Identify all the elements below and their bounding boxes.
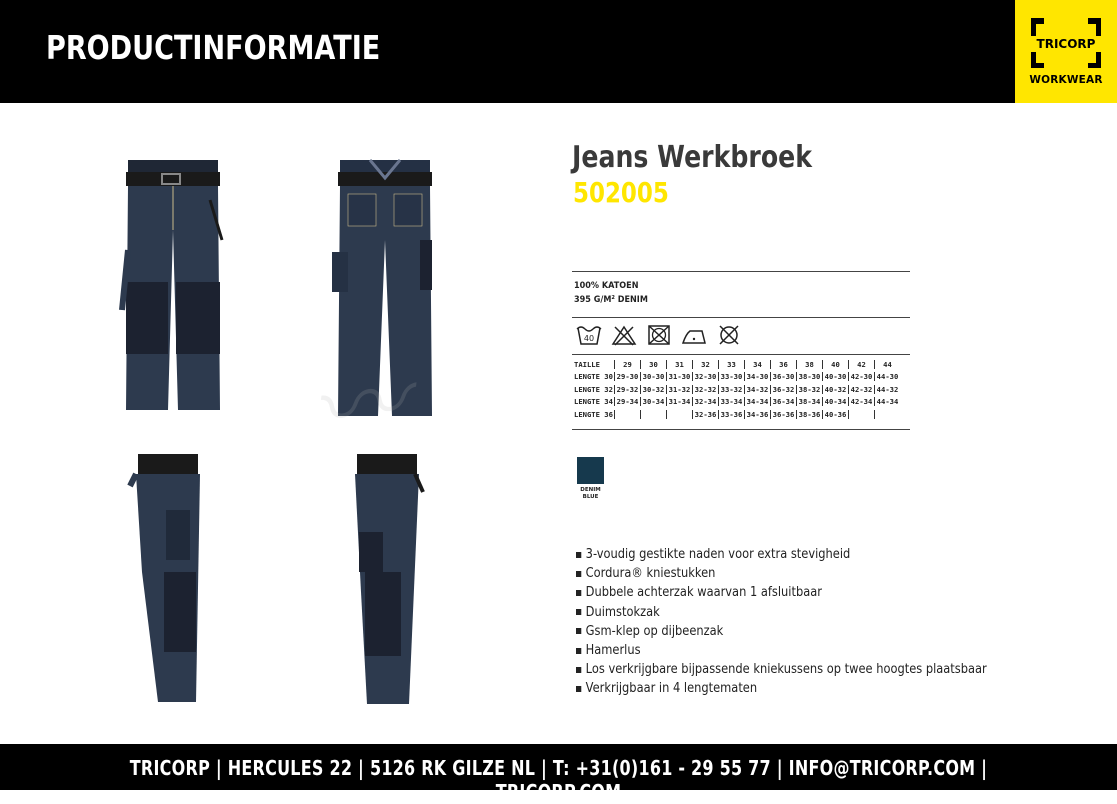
size-cell: 33-30	[718, 372, 744, 381]
list-item: Duimstokzak	[576, 603, 987, 622]
bullet-icon	[576, 648, 581, 654]
size-header-cell: 33	[718, 360, 744, 369]
product-name: Jeans Werkbroek	[572, 140, 812, 175]
list-item: 3-voudig gestikte naden voor extra stevigheid	[576, 545, 987, 564]
size-cell: 33-32	[718, 385, 744, 394]
no-dry-clean-icon	[716, 324, 742, 346]
product-image-back	[330, 160, 440, 418]
size-cell: 44-30	[874, 372, 900, 381]
footer-bar	[0, 744, 1117, 804]
size-header-cell: 34	[744, 360, 770, 369]
no-bleach-icon	[611, 324, 637, 346]
no-tumble-dry-icon	[646, 324, 672, 346]
wash-40-icon	[576, 324, 602, 346]
care-instructions	[576, 324, 742, 346]
material-composition: 100% KATOEN	[574, 281, 639, 291]
size-cell: 44-32	[874, 385, 900, 394]
size-cell: 44-34	[874, 397, 900, 406]
list-item: Cordura® kniestukken	[576, 564, 987, 583]
size-header-cell: 40	[822, 360, 848, 369]
list-item: Dubbele achterzak waarvan 1 afsluitbaar	[576, 583, 987, 602]
size-cell: 40-30	[822, 372, 848, 381]
size-header-cell: 38	[796, 360, 822, 369]
bullet-icon	[576, 667, 581, 673]
product-code: 502005	[573, 176, 669, 209]
material-weight: 395 G/M² DENIM	[574, 295, 648, 305]
size-cell: 42-32	[848, 385, 874, 394]
size-row-label: LENGTE 34	[574, 397, 613, 407]
size-cell: 31-32	[666, 385, 692, 394]
divider	[572, 317, 910, 318]
list-item: Los verkrijgbare bijpassende kniekussens op twee hoogtes plaatsbaar	[576, 660, 987, 679]
size-cell: 42-34	[848, 397, 874, 406]
size-row	[574, 371, 900, 384]
size-header-label: TAILLE	[574, 359, 600, 369]
size-cell	[640, 410, 666, 419]
list-item: Gsm-klep op dijbeenzak	[576, 622, 987, 641]
size-cell: 31-34	[666, 397, 692, 406]
size-cell: 36-36	[770, 410, 796, 419]
size-header-cell: 31	[666, 360, 692, 369]
wash-temp: 40	[583, 334, 595, 343]
size-cell: 38-30	[796, 372, 822, 381]
size-row	[574, 408, 900, 421]
logo-tagline: WORKWEAR	[1029, 74, 1103, 86]
divider	[572, 354, 910, 355]
bullet-icon	[576, 686, 581, 692]
size-header-cell: 30	[640, 360, 666, 369]
size-header-cell: 36	[770, 360, 796, 369]
size-cell	[874, 410, 900, 419]
size-cell: 36-32	[770, 385, 796, 394]
divider	[572, 271, 910, 272]
bullet-icon	[576, 628, 581, 634]
size-header-cell: 44	[874, 360, 900, 369]
size-header-row	[574, 358, 900, 371]
size-cell: 29-32	[614, 385, 640, 394]
size-cell: 34-36	[744, 410, 770, 419]
size-cell: 32-30	[692, 372, 718, 381]
size-cell: 30-30	[640, 372, 666, 381]
size-header-cell: 32	[692, 360, 718, 369]
product-image-front	[118, 160, 228, 415]
size-cell: 32-32	[692, 385, 718, 394]
size-row-label: LENGTE 30	[574, 372, 613, 382]
iron-low-icon	[681, 324, 707, 346]
size-header-cell: 29	[614, 360, 640, 369]
size-cell: 34-34	[744, 397, 770, 406]
size-cell: 32-34	[692, 397, 718, 406]
divider	[572, 429, 910, 430]
size-header-cell: 42	[848, 360, 874, 369]
size-cell: 40-32	[822, 385, 848, 394]
footer-contact: TRICORP | HERCULES 22 | 5126 RK GILZE NL | T: +31(0)161 - 29 55 77 | INFO@TRICORP.COM | TRICORP.COM	[129, 756, 988, 804]
size-cell: 40-36	[822, 410, 848, 419]
size-table	[574, 358, 900, 421]
brand-logo	[1015, 0, 1117, 103]
list-item: Hamerlus	[576, 641, 987, 660]
size-cell: 31-30	[666, 372, 692, 381]
size-cell: 29-30	[614, 372, 640, 381]
bullet-icon	[576, 609, 581, 615]
size-cell: 36-30	[770, 372, 796, 381]
size-row-label: LENGTE 36	[574, 409, 613, 419]
size-cell: 40-34	[822, 397, 848, 406]
size-cell: 29-34	[614, 397, 640, 406]
size-row-label: LENGTE 32	[574, 384, 613, 394]
size-cell	[848, 410, 874, 419]
size-cell: 34-30	[744, 372, 770, 381]
size-cell: 42-30	[848, 372, 874, 381]
feature-list	[576, 545, 1043, 699]
size-cell: 32-36	[692, 410, 718, 419]
size-cell: 33-34	[718, 397, 744, 406]
bullet-icon	[576, 552, 581, 558]
size-cell: 30-32	[640, 385, 666, 394]
size-cell: 38-36	[796, 410, 822, 419]
bullet-icon	[576, 571, 581, 577]
list-item: Verkrijgbaar in 4 lengtematen	[576, 679, 987, 698]
size-cell: 36-34	[770, 397, 796, 406]
product-image-side-left	[128, 452, 218, 707]
color-swatch-label: DENIM BLUE	[580, 487, 601, 500]
size-row	[574, 383, 900, 396]
color-swatch-denim-blue[interactable]	[577, 457, 604, 484]
size-cell: 33-36	[718, 410, 744, 419]
size-cell	[666, 410, 692, 419]
size-cell: 34-32	[744, 385, 770, 394]
bullet-icon	[576, 590, 581, 596]
size-cell: 30-34	[640, 397, 666, 406]
size-row	[574, 396, 900, 409]
header-bar	[0, 0, 1117, 103]
product-image-side-right	[345, 452, 425, 708]
size-cell: 38-34	[796, 397, 822, 406]
logo-name: TRICORP	[1027, 36, 1105, 52]
size-cell	[614, 410, 640, 419]
size-cell: 38-32	[796, 385, 822, 394]
page-title: PRODUCTINFORMATIE	[46, 28, 381, 67]
